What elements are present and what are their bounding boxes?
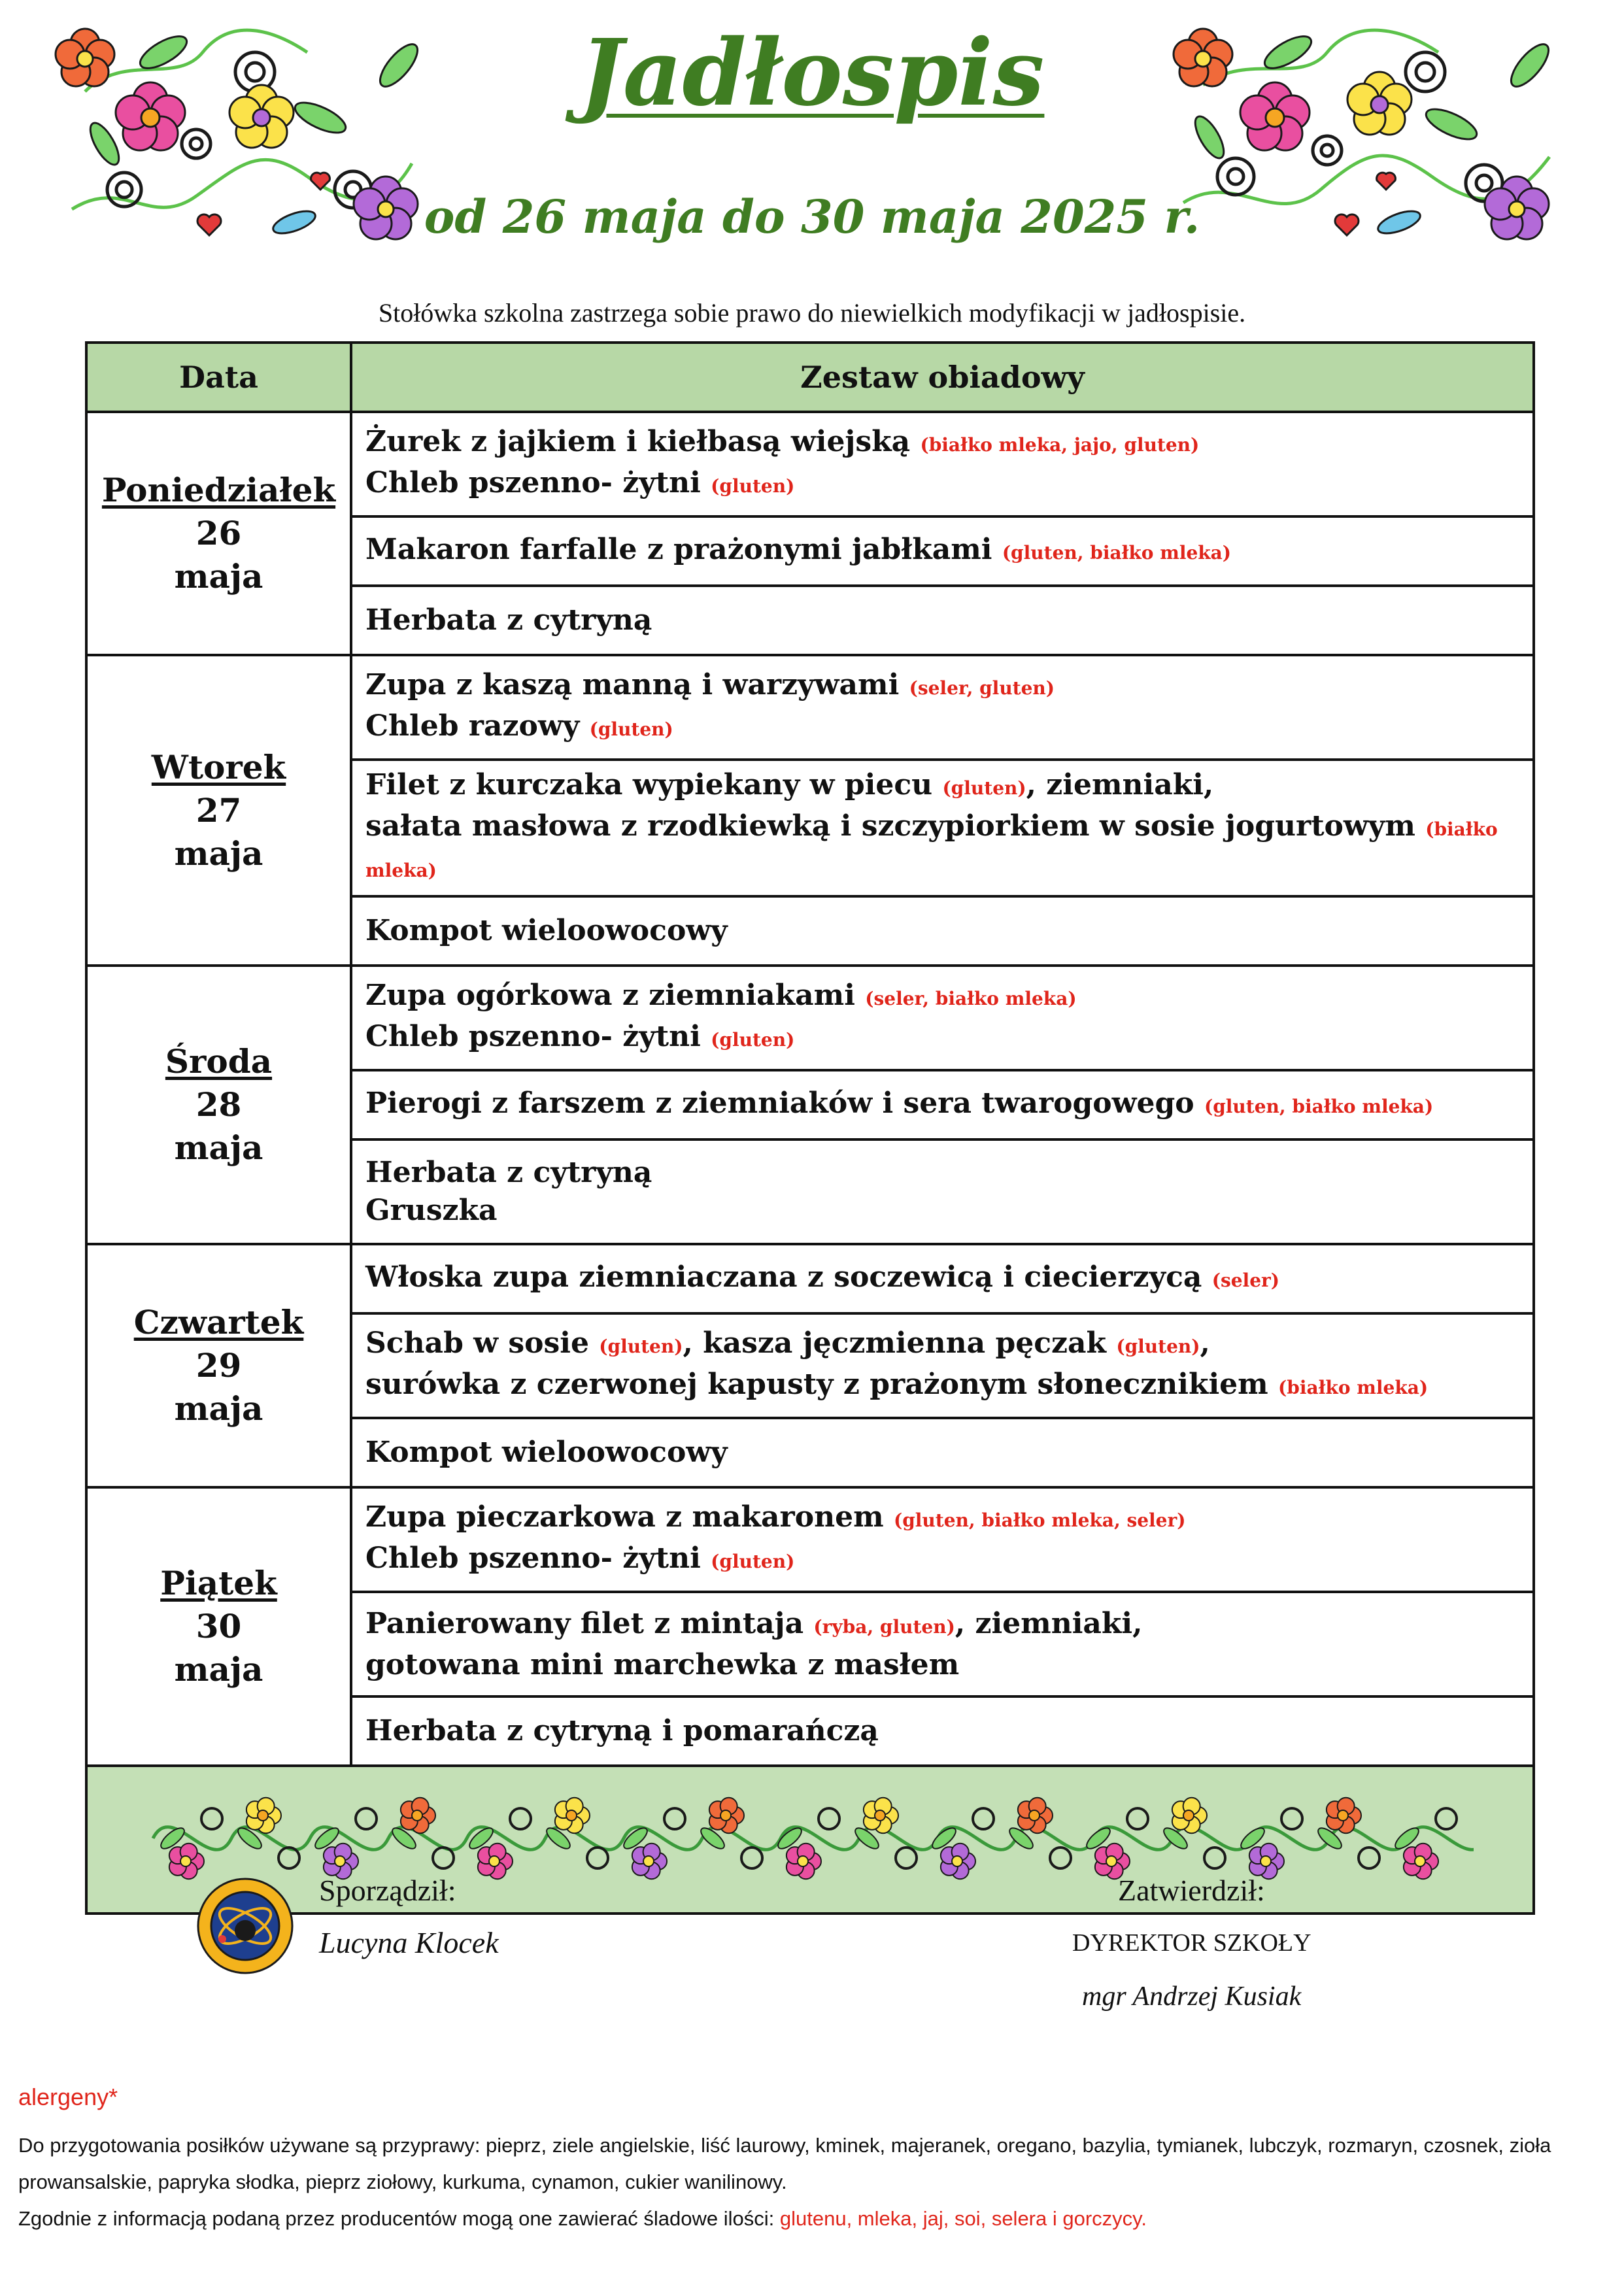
dish-name: Chleb razowy <box>365 709 580 743</box>
allergen-note: (gluten) <box>711 1551 795 1572</box>
table-header-row <box>86 343 1534 412</box>
dish-line <box>365 1258 1519 1300</box>
day-month: maja <box>174 834 263 873</box>
allergen-note: (gluten) <box>942 777 1026 799</box>
dish-line <box>365 766 1519 807</box>
school-seal-icon <box>196 1877 294 1975</box>
dish-name: gotowana mini marchewka z masłem <box>365 1647 960 1681</box>
dish-name: Herbata z cytryną i pomarańczą <box>365 1714 879 1747</box>
dish-name: Żurek z jajkiem i kiełbasą wiejską <box>365 425 911 458</box>
dish-name-cont: , ziemniaki, <box>1026 768 1214 801</box>
day-cell <box>86 1244 351 1487</box>
day-cell <box>86 966 351 1244</box>
date-range-subtitle: od 26 maja do 30 maja 2025 r. <box>424 190 1200 244</box>
day-cell <box>86 1487 351 1766</box>
allergen-note: (gluten) <box>599 1336 683 1357</box>
dish-name: Pierogi z farszem z ziemniaków i sera twarogowego <box>365 1086 1194 1120</box>
page-title: Jadłospis <box>579 20 1045 127</box>
dish-cell <box>351 1313 1534 1418</box>
dish-cell <box>351 1139 1534 1244</box>
table-row <box>86 655 1534 760</box>
day-number: 26 <box>195 514 242 552</box>
allergen-note: (ryba, gluten) <box>813 1615 955 1638</box>
dish-name: Filet z kurczaka wypiekany w piecu <box>365 768 933 801</box>
allergen-note: (białko mleka) <box>1278 1377 1429 1398</box>
dish-line <box>365 423 1519 464</box>
table-row <box>86 1487 1534 1592</box>
allergen-note: (gluten, białko mleka) <box>1204 1095 1434 1117</box>
dish-name: Panierowany filet z mintaja <box>365 1606 804 1640</box>
day-number: 30 <box>195 1607 242 1645</box>
day-name: Poniedziałek <box>101 471 336 509</box>
traces-note <box>18 2201 1607 2237</box>
dish-name-cont: , <box>1200 1326 1210 1360</box>
day-month: maja <box>174 1650 263 1689</box>
dish-cell <box>351 1244 1534 1313</box>
table-row <box>86 412 1534 516</box>
table-row <box>86 1244 1534 1313</box>
allergen-footer <box>18 2079 1607 2237</box>
allergen-note: (gluten, białko mleka) <box>1002 541 1232 564</box>
modification-notice: Stołówka szkolna zastrzega sobie prawo do niewielkich modyfikacji w jadłospisie. <box>378 298 1246 328</box>
signatures <box>0 1873 1624 2030</box>
day-cell <box>86 655 351 966</box>
approved-by-role: DYREKTOR SZKOŁY <box>1072 1929 1311 1957</box>
allergen-note: (seler, białko mleka) <box>865 988 1077 1009</box>
dish-line <box>365 1605 1519 1646</box>
dish-name: surówka z czerwonej kapusty z prażonym słonecznikiem <box>365 1368 1268 1401</box>
dish-cell <box>351 516 1534 586</box>
allergen-note: (białko mleka) <box>365 818 1498 881</box>
spices-note: Do przygotowania posiłków używane są przyprawy: pieprz, ziele angielskie, liść laurowy, kminek, majeranek, oregano, bazylia, tymianek, lubczyk, rozmaryn, czosnek, zioła prowansalskie, papryka słodka, pieprz ziołowy, kurkuma, cynamon, cukier wanilinowy. <box>18 2134 1551 2193</box>
menu-body <box>86 412 1534 1766</box>
dish-line <box>365 1192 1519 1230</box>
day-number: 29 <box>195 1346 242 1385</box>
allergens-heading: alergeny* <box>18 2083 118 2110</box>
day-name: Wtorek <box>151 747 286 786</box>
day-number: 28 <box>195 1085 242 1124</box>
allergen-note: (gluten, białko mleka, seler) <box>893 1510 1186 1531</box>
dish-name: Włoska zupa ziemniaczana z soczewicą i ciecierzycą <box>365 1260 1202 1294</box>
allergen-note: (seler, gluten) <box>909 677 1055 699</box>
dish-name: Chleb pszenno- żytni <box>365 466 701 499</box>
dish-line <box>365 912 1519 950</box>
day-month: maja <box>174 1128 263 1167</box>
dish-line <box>365 1366 1519 1407</box>
approved-by-label: Zatwierdził: <box>1118 1874 1265 1907</box>
dish-line <box>365 807 1519 890</box>
dish-name-cont: , ziemniaki, <box>955 1606 1143 1640</box>
dish-cell <box>351 1592 1534 1696</box>
dish-cell <box>351 586 1534 655</box>
day-number: 27 <box>195 790 242 830</box>
prepared-by-label: Sporządził: <box>319 1874 456 1907</box>
dish-line <box>365 1085 1519 1126</box>
dish-line <box>365 601 1519 639</box>
dish-line <box>365 1712 1519 1750</box>
dish-name: Kompot wieloowocowy <box>365 1436 728 1469</box>
dish-cell <box>351 1696 1534 1766</box>
dish-name-cont: , kasza jęczmienna pęczak <box>683 1326 1106 1360</box>
dish-name: Zupa z kaszą manną i warzywami <box>365 668 900 701</box>
dish-cell <box>351 896 1534 966</box>
dish-name: Herbata z cytryną <box>365 1156 652 1189</box>
dish-line <box>365 1324 1519 1366</box>
column-header-menu: Zestaw obiadowy <box>351 343 1534 412</box>
allergen-note: (gluten) <box>1116 1336 1200 1357</box>
approved-by-name: mgr Andrzej Kusiak <box>1082 1982 1302 2012</box>
allergen-note: (gluten) <box>711 475 795 497</box>
table-row <box>86 966 1534 1070</box>
dish-name: sałata masłowa z rzodkiewką i szczypiorkiem w sosie jogurtowym <box>365 809 1415 843</box>
menu-table <box>85 341 1535 1915</box>
column-header-date: Data <box>86 343 351 412</box>
dish-line <box>365 464 1519 505</box>
day-cell <box>86 412 351 655</box>
dish-line <box>365 1646 1519 1684</box>
dish-name: Kompot wieloowocowy <box>365 914 728 947</box>
dish-line <box>365 1018 1519 1059</box>
day-month: maja <box>174 1389 263 1428</box>
traces-list: glutenu, mleka, jaj, soi, selera i gorczycy. <box>779 2207 1147 2230</box>
dish-name: Gruszka <box>365 1194 498 1227</box>
dish-line <box>365 531 1519 572</box>
day-name: Środa <box>165 1042 273 1081</box>
dish-cell <box>351 966 1534 1070</box>
dish-cell <box>351 760 1534 896</box>
dish-name: Chleb pszenno- żytni <box>365 1542 701 1575</box>
dish-name: Herbata z cytryną <box>365 603 652 637</box>
day-month: maja <box>174 557 263 596</box>
dish-name: Schab w sosie <box>365 1326 589 1360</box>
dish-line <box>365 1434 1519 1472</box>
dish-cell <box>351 655 1534 760</box>
day-name: Czwartek <box>133 1303 304 1341</box>
allergen-note: (białko mleka, jajo, gluten) <box>920 434 1200 456</box>
prepared-by-name: Lucyna Klocek <box>319 1926 499 1959</box>
allergen-note: (seler) <box>1211 1269 1280 1291</box>
dish-cell <box>351 412 1534 516</box>
allergen-note: (gluten) <box>711 1029 795 1051</box>
dish-name: Zupa pieczarkowa z makaronem <box>365 1500 884 1534</box>
dish-line <box>365 1154 1519 1192</box>
dish-line <box>365 1540 1519 1581</box>
day-name: Piątek <box>160 1564 277 1602</box>
dish-line <box>365 1498 1519 1540</box>
dish-cell <box>351 1418 1534 1487</box>
dish-name: Makaron farfalle z prażonymi jabłkami <box>365 532 992 566</box>
dish-name: Zupa ogórkowa z ziemniakami <box>365 979 855 1012</box>
dish-line <box>365 707 1519 749</box>
dish-cell <box>351 1070 1534 1139</box>
traces-prefix: Zgodnie z informacją podaną przez producentów mogą one zawierać śladowe ilości: <box>18 2207 780 2230</box>
dish-line <box>365 977 1519 1018</box>
dish-line <box>365 666 1519 707</box>
dish-cell <box>351 1487 1534 1592</box>
allergen-note: (gluten) <box>589 718 673 740</box>
dish-name: Chleb pszenno- żytni <box>365 1020 701 1053</box>
